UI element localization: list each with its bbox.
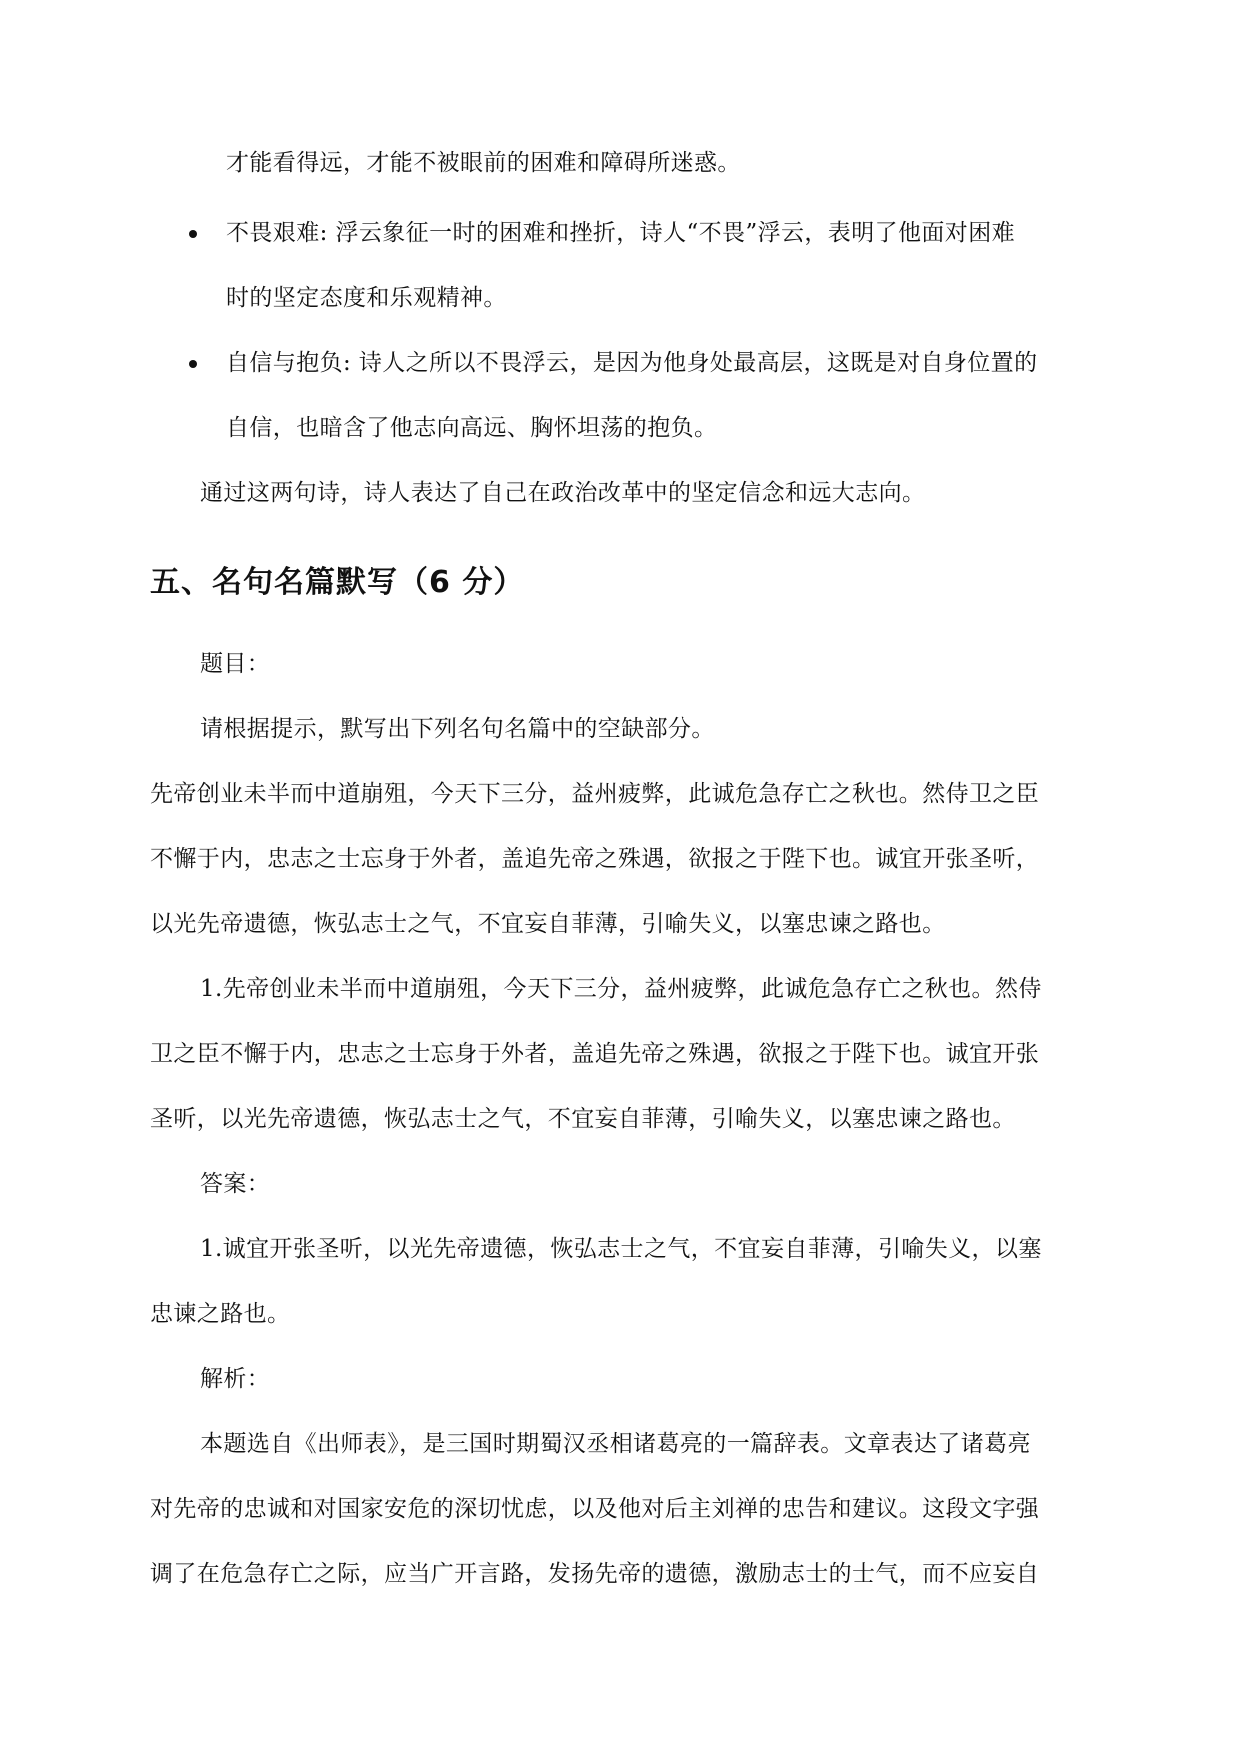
instruction-text: 请根据提示，默写出下列名句名篇中的空缺部分。 xyxy=(200,716,715,742)
bullet-icon xyxy=(189,230,197,238)
bullet-text: 诗人之所以不畏浮云，是因为他身处最高层，这既是对自身位置的 xyxy=(358,350,1038,376)
summary-paragraph: 通过这两句诗，诗人表达了自己在政治改革中的坚定信念和远大志向。 xyxy=(200,480,926,506)
section-heading: 五、名句名篇默写（6 分） xyxy=(150,565,525,600)
passage-line: 以光先帝遗德，恢弘志士之气，不宜妄自菲薄，引喻失义，以塞忠谏之路也。 xyxy=(150,911,946,937)
item-1-line: 1.先帝创业未半而中道崩殂，今天下三分，益州疲弊，此诚危急存亡之秋也。然侍 xyxy=(200,976,1042,1002)
analysis-line: 本题选自《出师表》，是三国时期蜀汉丞相诸葛亮的一篇辞表。文章表达了诸葛亮 xyxy=(200,1431,1031,1457)
question-label: 题目： xyxy=(200,651,271,677)
bullet-separator: : xyxy=(343,350,352,376)
bullet-label: 自信与抱负 xyxy=(226,350,343,376)
answer-line: 忠谏之路也。 xyxy=(150,1301,291,1327)
item-1-line: 圣听，以光先帝遗德，恢弘志士之气，不宜妄自菲薄，引喻失义，以塞忠谏之路也。 xyxy=(150,1106,1016,1132)
analysis-line: 调了在危急存亡之际，应当广开言路，发扬先帝的遗德，激励志士的士气，而不应妄自 xyxy=(150,1561,1040,1587)
bullet-item-fearless-line2: 时的坚定态度和乐观精神。 xyxy=(226,285,507,311)
answer-label: 答案： xyxy=(200,1171,271,1197)
bullet-item-confidence-line1 xyxy=(226,352,1037,375)
analysis-label: 解析： xyxy=(200,1366,271,1392)
item-1-line: 卫之臣不懈于内，忠志之士忘身于外者，盖追先帝之殊遇，欲报之于陛下也。诚宜开张 xyxy=(150,1041,1040,1067)
passage-line: 先帝创业未半而中道崩殂，今天下三分，益州疲弊，此诚危急存亡之秋也。然侍卫之臣 xyxy=(150,781,1040,807)
bullet-separator: : xyxy=(319,220,328,246)
passage-line: 不懈于内，忠志之士忘身于外者，盖追先帝之殊遇，欲报之于陛下也。诚宜开张圣听， xyxy=(150,846,1040,872)
analysis-line: 对先帝的忠诚和对国家安危的深切忧虑，以及他对后主刘禅的忠告和建议。这段文字强 xyxy=(150,1496,1040,1522)
continuation-line: 才能看得远，才能不被眼前的困难和障碍所迷惑。 xyxy=(226,150,741,176)
bullet-item-fearless-line1 xyxy=(226,222,1015,245)
bullet-label: 不畏艰难 xyxy=(226,220,320,246)
bullet-icon xyxy=(189,360,197,368)
bullet-item-confidence-line2: 自信，也暗含了他志向高远、胸怀坦荡的抱负。 xyxy=(226,415,718,441)
bullet-text: 浮云象征一时的困难和挫折，诗人“不畏”浮云，表明了他面对困难 xyxy=(335,220,1016,246)
answer-line: 1.诚宜开张圣听，以光先帝遗德，恢弘志士之气，不宜妄自菲薄，引喻失义，以塞 xyxy=(200,1236,1042,1262)
